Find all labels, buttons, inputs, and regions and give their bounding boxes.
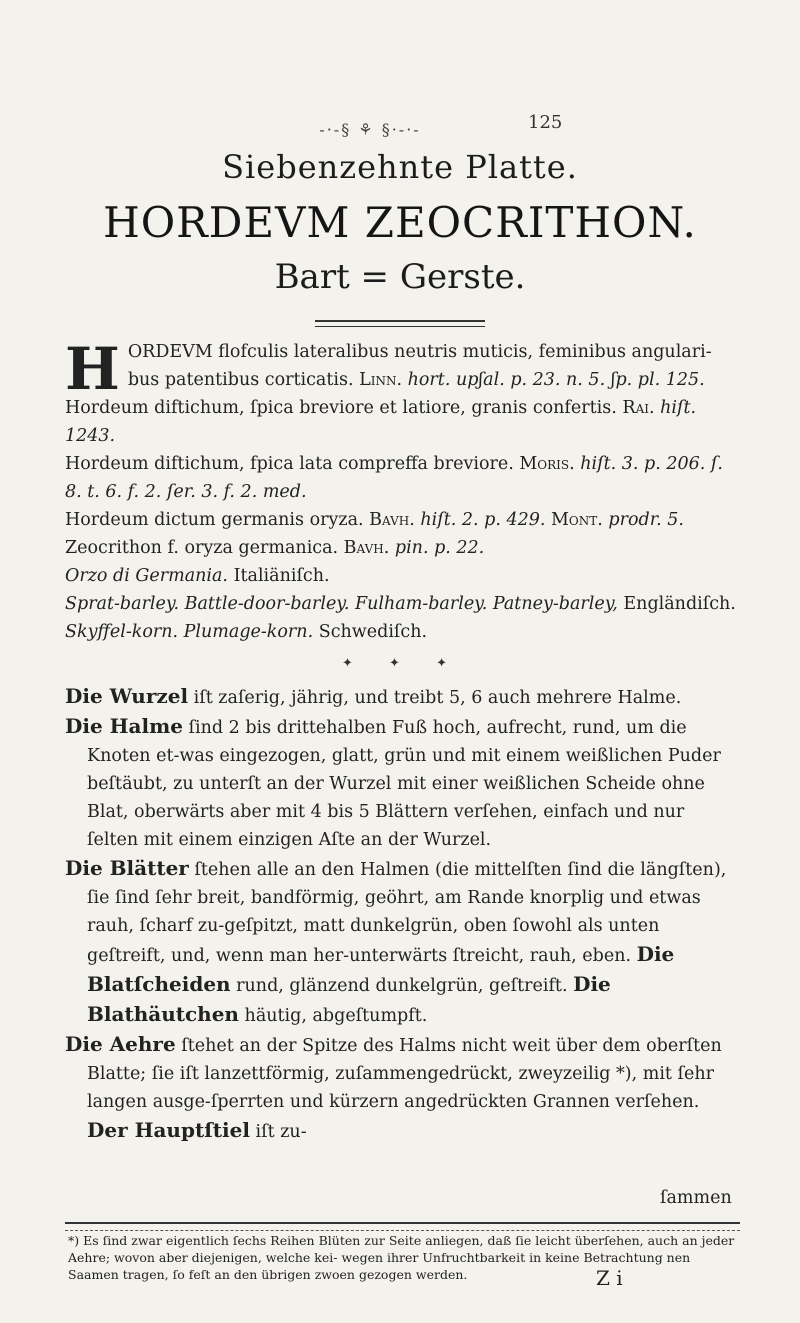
page-number: 125 bbox=[528, 112, 563, 133]
german-title: Bart = Gerste. bbox=[274, 257, 526, 297]
section-separator: ✦ ✦ ✦ bbox=[342, 656, 463, 671]
synonym-italian: Orzo di Germania. Italiäniſch. bbox=[65, 566, 330, 586]
term-spike: Die Aehre bbox=[65, 1032, 176, 1056]
signature-mark: Z i bbox=[596, 1266, 623, 1290]
body-text bbox=[65, 335, 740, 1146]
header-ornament: -·-§ ⚘ §·-·- bbox=[319, 120, 421, 139]
term-leaves: Die Blätter bbox=[65, 856, 189, 880]
synonym-block bbox=[65, 335, 740, 646]
paragraph-spike: Die Aehre ſtehet an der Spitze des Halms nicht weit über dem oberſten Blatte; ſie iſt lanzettförmig, zuſammengedrückt, zweyzeilig *), mit ſehr langen ausge-ſperrten und kürzern angedrückten Grannen verſehen. Der Hauptſtiel iſt zu- bbox=[65, 1032, 722, 1142]
term-root: Die Wurzel bbox=[65, 684, 189, 708]
synonym-rai: Hordeum diftichum, ſpica breviore et latiore, granis confertis. Rai. hiſt. 1243. bbox=[65, 398, 697, 446]
synonym-moris: Hordeum diftichum, fpica lata compreffa breviore. Moris. hiſt. 3. p. 206. ſ. 8. t. 6. f. 2. ſer. 3. f. 2. med. bbox=[65, 454, 723, 502]
footnote: *) Es ſind zwar eigentlich ſechs Reihen Blüten zur Seite anliegen, daß ſie leicht überſehen, auch an jeder Aehre; wovon aber diejenigen, welche kei- wegen ihrer Unfruchtbarkeit in keine Betrachtung nen Saamen tragen, ſo feſt an den übrigen zwoen gezogen werden. bbox=[68, 1233, 735, 1282]
synonym-bauhin-hist: Hordeum dictum germanis oryza. Bavh. hiſt. 2. p. 429. Mont. prodr. 5. bbox=[65, 510, 684, 530]
paragraph-stalks: Die Halme ſind 2 bis drittehalben Fuß hoch, aufrecht, rund, um die Knoten et-was eingezogen, glatt, grün und mit einem weißlichen Puder beſtäubt, zu unterſt an der Wurzel mit einer weißlichen Scheide ohne Blat, oberwärts aber mit 4 bis 5 Blättern verſehen, einfach und nur ſelten mit einem einzigen Aſte an der Wurzel. bbox=[65, 714, 721, 850]
synonym-english: Sprat-barley. Battle-door-barley. Fulham-barley. Patney-barley, Engländiſch. bbox=[65, 594, 736, 614]
synonym-linne: ORDEVM flofculis lateralibus neutris muticis, feminibus angulari-bus patentibus corticatis. Linn. hort. upʃal. p. 23. n. 5. ʃp. pl. 125. bbox=[127, 342, 712, 390]
latin-title: HORDEVM ZEOCRITHON. bbox=[103, 198, 697, 247]
term-main-stem: Der Hauptſtiel bbox=[87, 1118, 250, 1142]
paragraph-root: Die Wurzel iſt zaſerig, jährig, und treibt 5, 6 auch mehrere Halme. bbox=[65, 684, 682, 708]
term-ligules: Die Blathäutchen bbox=[87, 972, 611, 1026]
drop-cap: H bbox=[65, 335, 120, 403]
synonym-bauhin-pin: Zeocrithon f. oryza germanica. Bavh. pin. p. 22. bbox=[65, 538, 485, 558]
term-sheaths: Die Blatſcheiden bbox=[87, 942, 675, 996]
term-stalks: Die Halme bbox=[65, 714, 183, 738]
plate-title: Siebenzehnte Platte. bbox=[222, 148, 578, 186]
paragraph-leaves: Die Blätter ſtehen alle an den Halmen (die mittelſten ſind die längſten), ſie ſind ſehr breit, bandförmig, geöhrt, am Rande knorplig und etwas rauh, ſcharf zu-geſpitzt, matt dunkelgrün, oben ſowohl als unten geſtreift, und, wenn man her-unterwärts ſtreicht, rauh, eben. Die Blatſcheiden rund, glänzend dunkelgrün, geſtreift. Die Blathäutchen häutig, abgeſtumpft. bbox=[65, 856, 727, 1026]
synonym-swedish: Skyffel-korn. Plumage-korn. Schwediſch. bbox=[65, 622, 428, 642]
title-rule bbox=[315, 320, 485, 327]
catchword: ſammen bbox=[660, 1188, 732, 1208]
footnote-rule bbox=[65, 1222, 740, 1231]
